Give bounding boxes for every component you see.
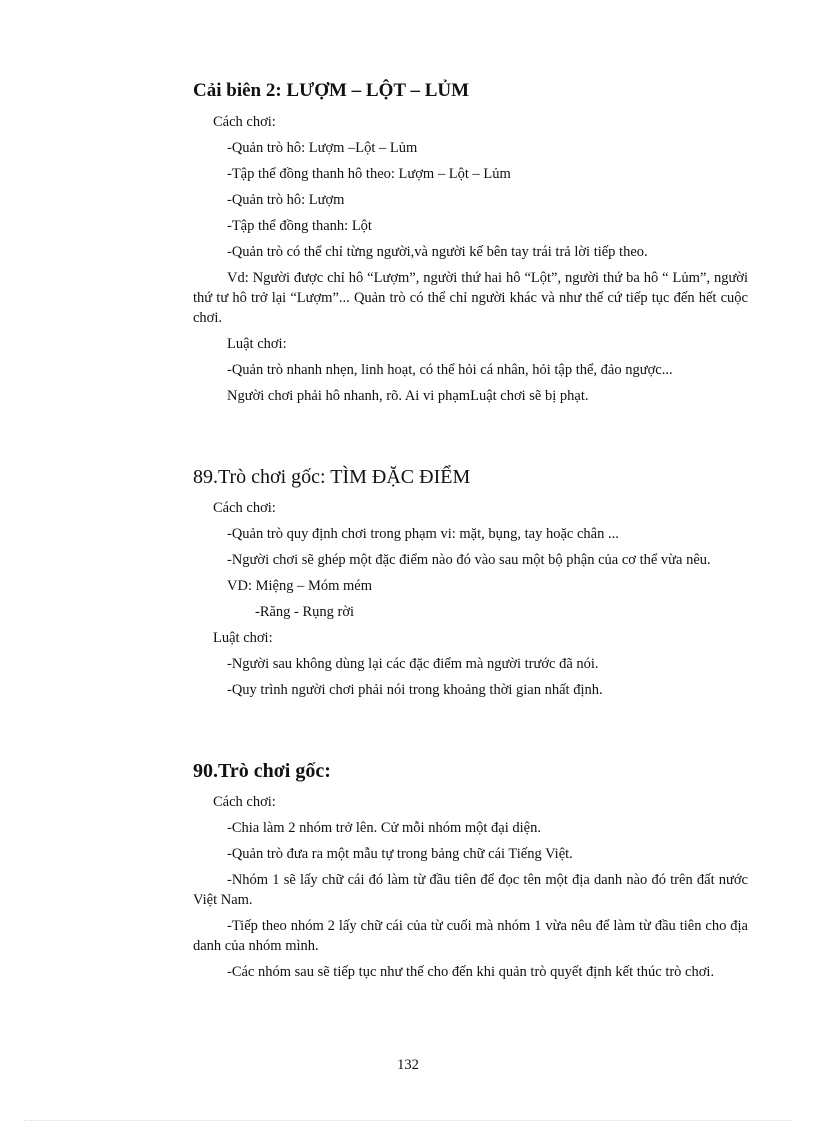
paragraph: -Răng - Rụng rời bbox=[255, 604, 355, 620]
page-bottom-divider bbox=[24, 1120, 792, 1121]
paragraph: Luật chơi: bbox=[213, 630, 273, 646]
paragraph: -Người chơi sẽ ghép một đặc điểm nào đó vào sau một bộ phận của cơ thể vừa nêu. bbox=[227, 552, 711, 568]
paragraph: -Chia làm 2 nhóm trở lên. Cử mỗi nhóm một đại diện. bbox=[227, 820, 541, 836]
paragraph: -Quy trình người chơi phải nói trong khoảng thời gian nhất định. bbox=[227, 682, 603, 698]
paragraph: VD: Miệng – Móm mém bbox=[227, 578, 372, 594]
page-content bbox=[193, 78, 748, 988]
paragraph: Cách chơi: bbox=[213, 500, 276, 516]
paragraph: -Quản trò hô: Lượm –Lột – Lủm bbox=[227, 140, 418, 156]
paragraph: -Tập thể đồng thanh: Lột bbox=[227, 218, 372, 234]
paragraph: -Các nhóm sau sẽ tiếp tục như thế cho đến khi quản trò quyết định kết thúc trò chơi. bbox=[227, 964, 715, 980]
paragraph: -Tập thể đồng thanh hô theo: Lượm – Lột – Lủm bbox=[227, 166, 511, 182]
paragraph: Cách chơi: bbox=[213, 114, 276, 130]
paragraph: -Quản trò hô: Lượm bbox=[227, 192, 345, 208]
paragraph: Người chơi phải hô nhanh, rõ. Ai vi phạmLuật chơi sẽ bị phạt. bbox=[227, 388, 589, 404]
paragraph: Vd: Người được chỉ hô “Lượm”, người thứ hai hô “Lột”, người thứ ba hô “ Lủm”, người thứ tư hô trở lại “Lượm”... Quản trò có thể chỉ người khác và như thế cứ tiếp tục đến hết cuộc chơi. bbox=[193, 270, 748, 326]
section-title-89: 89.Trò chơi gốc: TÌM ĐẶC ĐIỂM bbox=[193, 466, 471, 488]
paragraph: -Quản trò quy định chơi trong phạm vi: mặt, bụng, tay hoặc chân ... bbox=[227, 526, 619, 542]
paragraph: -Quản trò có thể chỉ từng người,và người kế bên tay trái trả lời tiếp theo. bbox=[227, 244, 648, 260]
paragraph: -Quản trò nhanh nhẹn, linh hoạt, có thể hỏi cá nhân, hỏi tập thể, đảo ngược... bbox=[227, 362, 673, 378]
section-title-90: 90.Trò chơi gốc: bbox=[193, 760, 331, 782]
paragraph: Luật chơi: bbox=[227, 336, 287, 352]
paragraph: Cách chơi: bbox=[213, 794, 276, 810]
section-spacer bbox=[193, 706, 748, 758]
paragraph: -Tiếp theo nhóm 2 lấy chữ cái của từ cuối mà nhóm 1 vừa nêu để làm từ đầu tiên cho địa danh của nhóm mình. bbox=[193, 918, 748, 954]
page-number: 132 bbox=[397, 1057, 419, 1073]
paragraph: -Nhóm 1 sẽ lấy chữ cái đó làm từ đầu tiên để đọc tên một địa danh nào đó trên đất nước Việt Nam. bbox=[193, 872, 748, 908]
section-title-cai-bien-2: Cải biên 2: LƯỢM – LỘT – LỦM bbox=[193, 80, 470, 101]
paragraph: -Người sau không dùng lại các đặc điểm mà người trước đã nói. bbox=[227, 656, 599, 672]
paragraph: -Quản trò đưa ra một mẫu tự trong bảng chữ cái Tiếng Việt. bbox=[227, 846, 573, 862]
section-spacer bbox=[193, 412, 748, 464]
